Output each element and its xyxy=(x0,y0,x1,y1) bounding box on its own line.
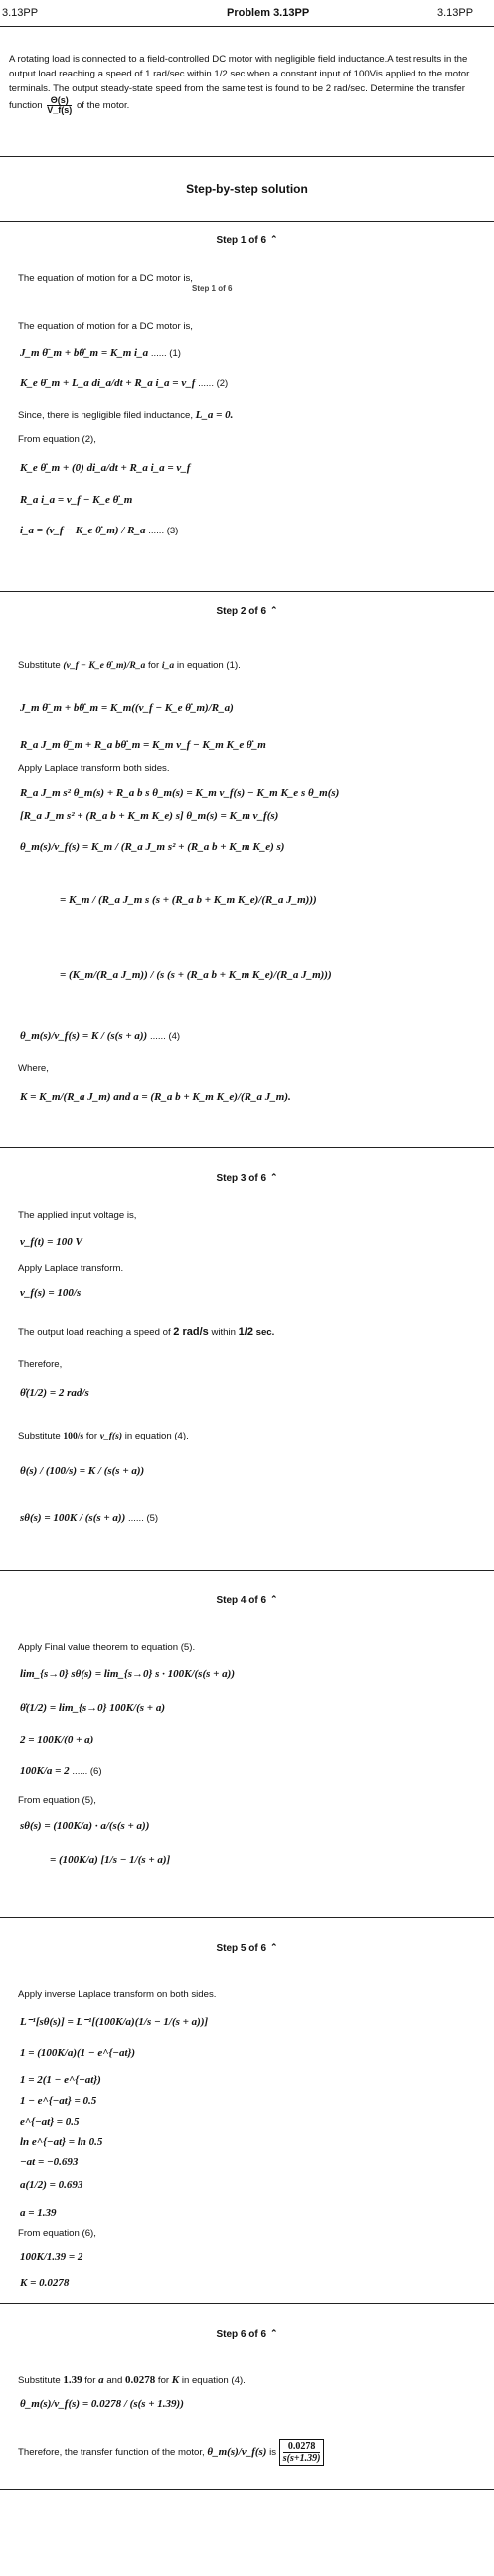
step-5-eq5: e^{−at} = 0.5 xyxy=(20,2116,80,2128)
step-6-label: Step 6 of 6 xyxy=(216,2329,267,2340)
step-5-header[interactable] xyxy=(0,1943,494,1954)
step-3-substitute: Substitute 100/s for v_f(s) in equation (4). xyxy=(18,1431,189,1441)
problem-statement xyxy=(9,52,486,115)
step-2-where: Where, xyxy=(18,1063,49,1074)
step-3-eq1: v_f(t) = 100 V xyxy=(20,1236,82,1248)
problem-divider xyxy=(0,156,494,157)
step-5-eq3: 1 = 2(1 − e^{−at}) xyxy=(20,2074,101,2086)
step-5-from: From equation (6), xyxy=(18,2228,96,2239)
step-5-eq7: −at = −0.693 xyxy=(20,2156,79,2168)
step-1-eq5: i_a = (v_f − K_e θ̇_m) / R_a ...... (3) xyxy=(20,525,179,536)
step-3-eq4: θ(s) / (100/s) = K / (s(s + a)) xyxy=(20,1465,145,1477)
step-5-eq8: a(1/2) = 0.693 xyxy=(20,2179,83,2191)
step-5-eq6: ln e^{−at} = ln 0.5 xyxy=(20,2136,103,2148)
tf-numerator: Θ(s) xyxy=(47,96,72,106)
step-4-eq4: 100K/a = 2 ...... (6) xyxy=(20,1765,102,1777)
page-title: Problem 3.13PP xyxy=(227,7,310,19)
step-1-eq3: K_e θ̇_m + (0) di_a/dt + R_a i_a = v_f xyxy=(20,462,191,474)
chevron-up-icon[interactable]: ⌃ xyxy=(270,1594,278,1604)
step-1-since: Since, there is negligible filed inductance, L_a = 0. xyxy=(18,409,234,421)
header-left-code: 3.13PP xyxy=(2,7,39,19)
step-3-header[interactable] xyxy=(0,1173,494,1184)
chevron-up-icon[interactable]: ⌃ xyxy=(270,1942,278,1952)
step-5-eq2: 1 = (100K/a)(1 − e^{−at}) xyxy=(20,2047,136,2059)
problem-transfer-function xyxy=(47,96,72,115)
step-1-label: Step 1 of 6 xyxy=(216,235,267,246)
step-3-laplace: Apply Laplace transform. xyxy=(18,1263,124,1274)
step-5-eq10: 100K/1.39 = 2 xyxy=(20,2251,83,2263)
chevron-up-icon[interactable]: ⌃ xyxy=(270,2328,278,2338)
step-4-eq1: lim_{s→0} sθ(s) = lim_{s→0} s · 100K/(s(s + a)) xyxy=(20,1668,235,1680)
step-2-substitute: Substitute (v_f − K_e θ̇_m)/R_a for i_a in equation (1). xyxy=(18,660,241,671)
step-4-header[interactable] xyxy=(0,1595,494,1606)
step-5-divider xyxy=(0,2303,494,2304)
step-6-therefore: Therefore, the transfer function of the motor, θ_m(s)/v_f(s) is $\frac{0.0278}{s(s+1.39)}$ xyxy=(18,2439,324,2466)
step-1-divider xyxy=(0,591,494,592)
step-5-eq9: a = 1.39 xyxy=(20,2207,57,2219)
step-1-from: From equation (2), xyxy=(18,434,96,445)
header-right-code: 3.13PP xyxy=(437,7,474,19)
tf-denominator: V_f(s) xyxy=(47,105,73,115)
step-4-eq3: 2 = 100K/(0 + a) xyxy=(20,1734,94,1745)
step-3-therefore: Therefore, xyxy=(18,1359,63,1370)
step-5-eq4: 1 − e^{−at} = 0.5 xyxy=(20,2095,97,2107)
step-4-apply: Apply Final value theorem to equation (5). xyxy=(18,1642,196,1653)
chevron-up-icon[interactable]: ⌃ xyxy=(270,1172,278,1182)
problem-tail: of the motor. xyxy=(76,100,130,112)
step-6-eq1: θ_m(s)/v_f(s) = 0.0278 / (s(s + 1.39)) xyxy=(20,2398,184,2410)
step-2-eq6: = K_m / (R_a J_m s (s + (R_a b + K_m K_e)/(R_a J_m))) xyxy=(60,894,317,906)
step-1-intro-repeat: The equation of motion for a DC motor is, xyxy=(18,321,193,332)
step-5-apply: Apply inverse Laplace transform on both sides. xyxy=(18,1989,217,2000)
step-6-divider xyxy=(0,2489,494,2490)
step-4-label: Step 4 of 6 xyxy=(216,1595,267,1606)
step-1-intro: The equation of motion for a DC motor is, xyxy=(18,273,193,284)
step-3-eq5: sθ(s) = 100K / (s(s + a)) ...... (5) xyxy=(20,1512,159,1524)
step-3-label: Step 3 of 6 xyxy=(216,1173,267,1184)
step-6-header[interactable] xyxy=(0,2329,494,2340)
chevron-up-icon[interactable]: ⌃ xyxy=(270,234,278,244)
final-answer-box: $\frac{0.0278}{s(s+1.39)}$ xyxy=(279,2439,325,2466)
step-3-eq3: θ̇(1/2) = 2 rad/s xyxy=(20,1387,89,1399)
step-2-eq4: [R_a J_m s² + (R_a b + K_m K_e) s] θ_m(s) = K_m v_f(s) xyxy=(20,810,279,822)
step-2-eq1: J_m θ̈_m + bθ̇_m = K_m((v_f − K_e θ̇_m)/R_a) xyxy=(20,702,234,714)
step-3-output: The output load reaching a speed of 2 rad/s within 1/2 sec. xyxy=(18,1326,275,1338)
step-2-divider xyxy=(0,1147,494,1148)
step-2-laplace: Apply Laplace transform both sides. xyxy=(18,763,170,774)
step-1-eq2: K_e θ̇_m + L_a di_a/dt + R_a i_a = v_f ...... (2) xyxy=(20,378,229,389)
header-divider xyxy=(0,26,494,27)
step-4-divider xyxy=(0,1917,494,1918)
step-1-eq4: R_a i_a = v_f − K_e θ̇_m xyxy=(20,494,133,506)
step-4-from: From equation (5), xyxy=(18,1795,96,1806)
step-4-eq5: sθ(s) = (100K/a) · a/(s(s + a)) xyxy=(20,1820,150,1832)
step-1-eq1: J_m θ̈_m + bθ̇_m = K_m i_a ...... (1) xyxy=(20,347,181,359)
step-2-eq3: R_a J_m s² θ_m(s) + R_a b s θ_m(s) = K_m v_f(s) − K_m K_e s θ_m(s) xyxy=(20,787,340,799)
step-2-label: Step 2 of 6 xyxy=(216,606,267,617)
step-5-eq11: K = 0.0278 xyxy=(20,2277,70,2289)
step-6-substitute: Substitute 1.39 for a and 0.0278 for K in equation (4). xyxy=(18,2374,246,2386)
step-3-eq2: v_f(s) = 100/s xyxy=(20,1288,82,1299)
step-3-applied: The applied input voltage is, xyxy=(18,1210,137,1221)
step-5-eq1: L⁻¹[sθ(s)] = L⁻¹[(100K/a)(1/s − 1/(s + a))] xyxy=(20,2016,209,2028)
step-1-ghost-label: Step 1 of 6 xyxy=(192,284,233,293)
solution-divider xyxy=(0,221,494,222)
step-3-divider xyxy=(0,1570,494,1571)
chevron-up-icon[interactable]: ⌃ xyxy=(270,605,278,615)
step-2-header[interactable] xyxy=(0,606,494,617)
step-4-eq2: θ̇(1/2) = lim_{s→0} 100K/(s + a) xyxy=(20,1702,165,1714)
step-4-eq6: = (100K/a) [1/s − 1/(s + a)] xyxy=(50,1854,171,1866)
step-1-header[interactable] xyxy=(0,235,494,246)
step-2-eq5: θ_m(s)/v_f(s) = K_m / (R_a J_m s² + (R_a b + K_m K_e) s) xyxy=(20,841,285,853)
step-2-eq7: = (K_m/(R_a J_m)) / (s (s + (R_a b + K_m K_e)/(R_a J_m))) xyxy=(60,969,332,981)
solution-title: Step-by-step solution xyxy=(186,182,308,196)
step-2-where-eq: K = K_m/(R_a J_m) and a = (R_a b + K_m K_e)/(R_a J_m). xyxy=(20,1091,291,1103)
step-2-eq2: R_a J_m θ̈_m + R_a bθ̇_m = K_m v_f − K_m K_e θ̇_m xyxy=(20,739,266,751)
step-2-eq8: θ_m(s)/v_f(s) = K / (s(s + a)) ...... (4) xyxy=(20,1030,181,1042)
step-5-label: Step 5 of 6 xyxy=(216,1943,267,1954)
problem-text: A rotating load is connected to a field-controlled DC motor with negligible field inductance.A test results in the output load reaching a speed of 1 rad/sec within 1/2 sec when a constant input of 100Vis applied to the motor terminals. The output steady-state speed from the same test is found to be 2 rad/sec. Determine the transfer function xyxy=(9,54,470,112)
